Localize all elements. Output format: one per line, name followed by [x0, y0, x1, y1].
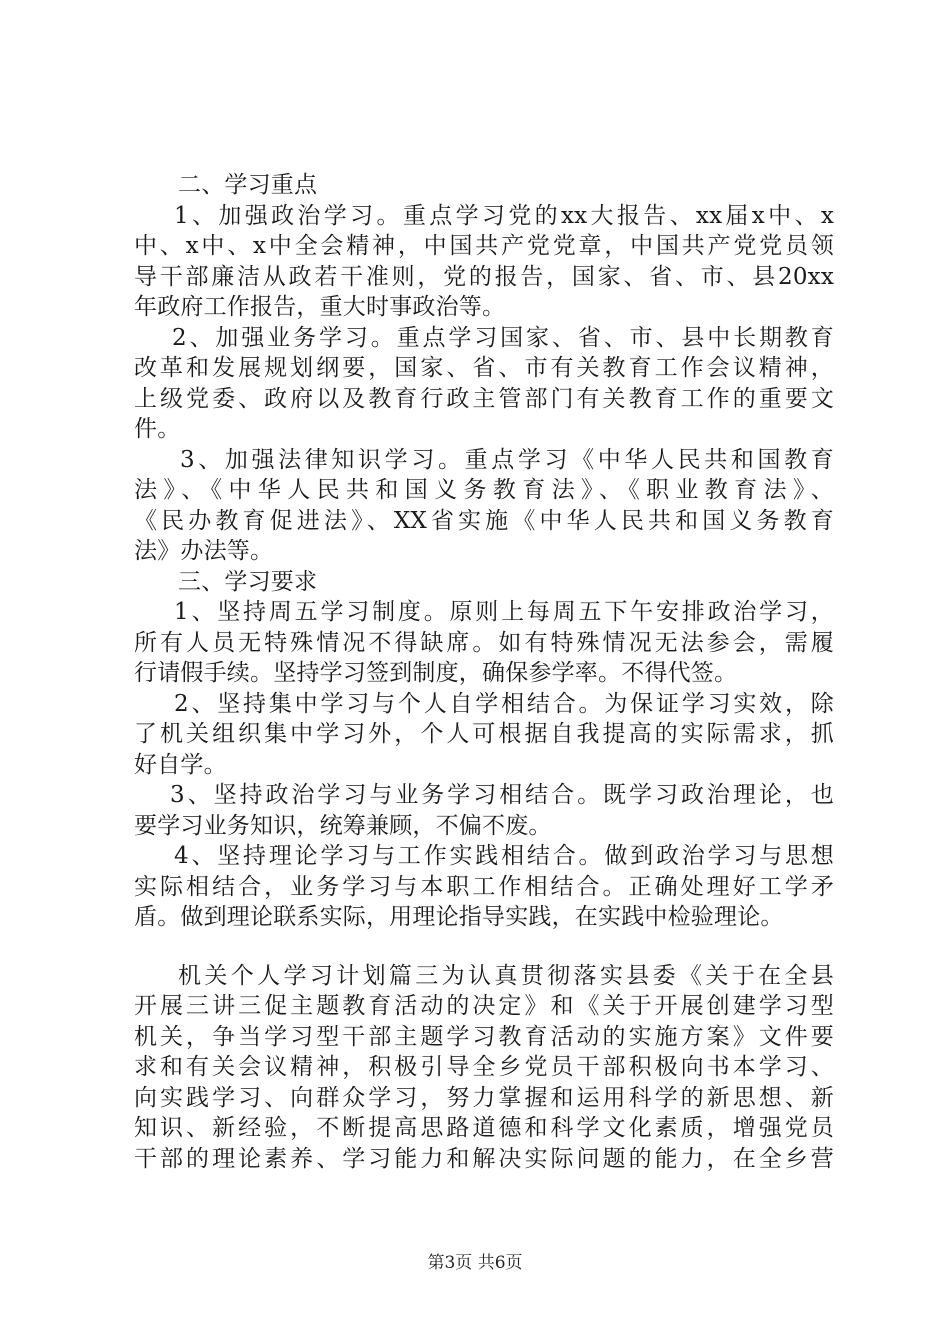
text-line: 年政府工作报告，重大时事政治等。: [134, 294, 506, 320]
section-heading: 二、学习重点: [178, 172, 318, 198]
text-line: 求和有关会议精神，积极引导全乡党员干部积极向书本学习、: [134, 1054, 834, 1080]
text-line: 所有人员无特殊情况不得缺席。如有特殊情况无法参会，需履: [134, 629, 834, 656]
text-line: 件。: [134, 416, 181, 442]
text-line: 行请假手续。坚持学习签到制度，确保参学率。不得代签。: [134, 660, 738, 686]
text-line: 4、坚持理论学习与工作实践相结合。做到政治学习与思想: [174, 843, 834, 869]
text-line: 中、x中、x中全会精神，中国共产党党章，中国共产党党员领: [134, 233, 834, 259]
page-number-footer: 第3页 共6页: [427, 1253, 523, 1273]
text-line: 要学习业务知识，统筹兼顾，不偏不废。: [134, 812, 552, 839]
text-line: 改革和发展规划纲要，国家、省、市有关教育工作会议精神，: [134, 355, 834, 381]
text-line: 3、坚持政治学习与业务学习相结合。既学习政治理论，也: [170, 782, 834, 808]
text-line: 3、加强法律知识学习。重点学习《中华人民共和国教育: [180, 446, 834, 473]
text-line: 导干部廉洁从政若干准则，党的报告，国家、省、市、县20xx: [134, 263, 834, 290]
text-line: 干部的理论素养、学习能力和解决实际问题的能力，在全乡营: [134, 1145, 834, 1172]
text-line: 2、加强业务学习。重点学习国家、省、市、县中长期教育: [172, 324, 834, 351]
text-line: 盾。做到理论联系实际，用理论指导实践，在实践中检验理论。: [134, 904, 784, 930]
text-line: 1、加强政治学习。重点学习党的xx大报告、xx届x中、x: [174, 202, 834, 229]
text-line: 机关个人学习计划篇三为认真贯彻落实县委《关于在全县: [178, 962, 834, 989]
text-line: 2、坚持集中学习与个人自学相结合。为保证学习实效，除: [174, 690, 834, 717]
text-line: 了机关组织集中学习外，个人可根据自我提高的实际需求，抓: [134, 721, 834, 747]
text-line: 开展三讲三促主题教育活动的决定》和《关于开展创建学习型: [134, 993, 834, 1019]
text-line: 上级党委、政府以及教育行政主管部门有关教育工作的重要文: [134, 385, 834, 412]
section-heading: 三、学习要求: [178, 568, 318, 595]
text-line: 知识、新经验，不断提高思路道德和科学文化素质，增强党员: [134, 1115, 834, 1141]
paragraph-gap: [134, 933, 834, 961]
text-line: 法》办法等。: [134, 538, 274, 564]
text-line: 机关，争当学习型干部主题学习教育活动的实施方案》文件要: [134, 1023, 834, 1050]
text-line: 《民办教育促进法》、XX省实施《中华人民共和国义务教育: [134, 507, 834, 534]
text-line: 1、坚持周五学习制度。原则上每周五下午安排政治学习，: [174, 599, 834, 625]
text-line: 好自学。: [134, 751, 227, 778]
text-line: 向实践学习、向群众学习，努力掌握和运用科学的新思想、新: [134, 1084, 834, 1111]
document-body: [134, 170, 834, 1174]
text-line: 法》、《中华人民共和国义务教育法》、《职业教育法》、: [134, 477, 834, 503]
text-line: 实际相结合，业务学习与本职工作相结合。正确处理好工学矛: [134, 873, 834, 900]
